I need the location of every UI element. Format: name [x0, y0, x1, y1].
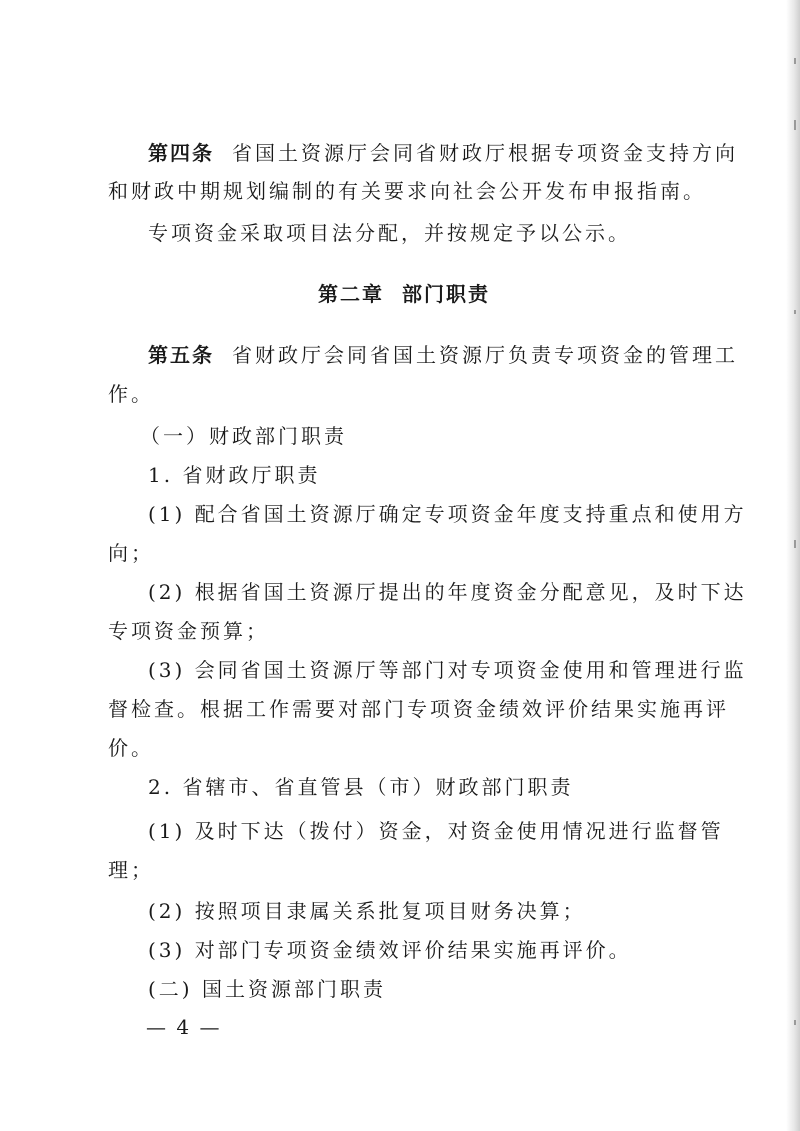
article5-label: 第五条 — [148, 343, 214, 367]
item2-2: (2) 按照项目隶属关系批复项目财务决算； — [148, 899, 586, 923]
item1-3-line3: 价。 — [108, 736, 154, 760]
article4-line1 — [148, 140, 738, 166]
article4-line3: 专项资金采取项目法分配，并按规定予以公示。 — [148, 221, 631, 245]
chapter-label: 第二章 — [318, 282, 384, 306]
scan-edge-shadow — [786, 0, 800, 1131]
item1-2-line2: 专项资金预算； — [108, 619, 269, 643]
section1-heading: （一）财政部门职责 — [140, 424, 347, 448]
item1-1-line2: 向； — [108, 541, 154, 565]
item2-3: (3) 对部门专项资金绩效评价结果实施再评价。 — [148, 938, 632, 962]
item1-heading: 1. 省财政厅职责 — [148, 463, 321, 487]
article4-line2: 和财政中期规划编制的有关要求向社会公开发布申报指南。 — [108, 179, 706, 203]
scan-speck — [794, 1020, 796, 1025]
section2-heading: (二) 国土资源部门职责 — [148, 977, 386, 1001]
item1-1-line1: (1) 配合省国土资源厅确定专项资金年度支持重点和使用方 — [148, 502, 747, 526]
item1-2-line1: (2) 根据省国土资源厅提出的年度资金分配意见，及时下达 — [148, 580, 747, 604]
article4-label: 第四条 — [148, 141, 214, 165]
item2-heading: 2. 省辖市、省直管县（市）财政部门职责 — [148, 775, 574, 799]
page-number: — 4 — — [146, 1015, 222, 1039]
article5-line2: 作。 — [108, 382, 154, 406]
item1-3-line1: (3) 会同省国土资源厅等部门对专项资金使用和管理进行监 — [148, 658, 747, 682]
item1-3-line2: 督检查。根据工作需要对部门专项资金绩效评价结果实施再评 — [108, 697, 729, 721]
chapter-title: 部门职责 — [402, 282, 490, 306]
item2-1-line1: (1) 及时下达（拨付）资金，对资金使用情况进行监督管 — [148, 819, 724, 843]
article4-text: 省国土资源厅会同省财政厅根据专项资金支持方向 — [232, 141, 738, 165]
chapter-heading — [318, 281, 490, 307]
article5-line1 — [148, 342, 738, 368]
scan-speck — [794, 120, 796, 130]
scan-speck — [794, 310, 796, 314]
item2-1-line2: 理； — [108, 858, 154, 882]
scan-speck — [794, 58, 796, 64]
article5-text: 省财政厅会同省国土资源厅负责专项资金的管理工 — [232, 343, 738, 367]
scan-speck — [794, 540, 796, 548]
